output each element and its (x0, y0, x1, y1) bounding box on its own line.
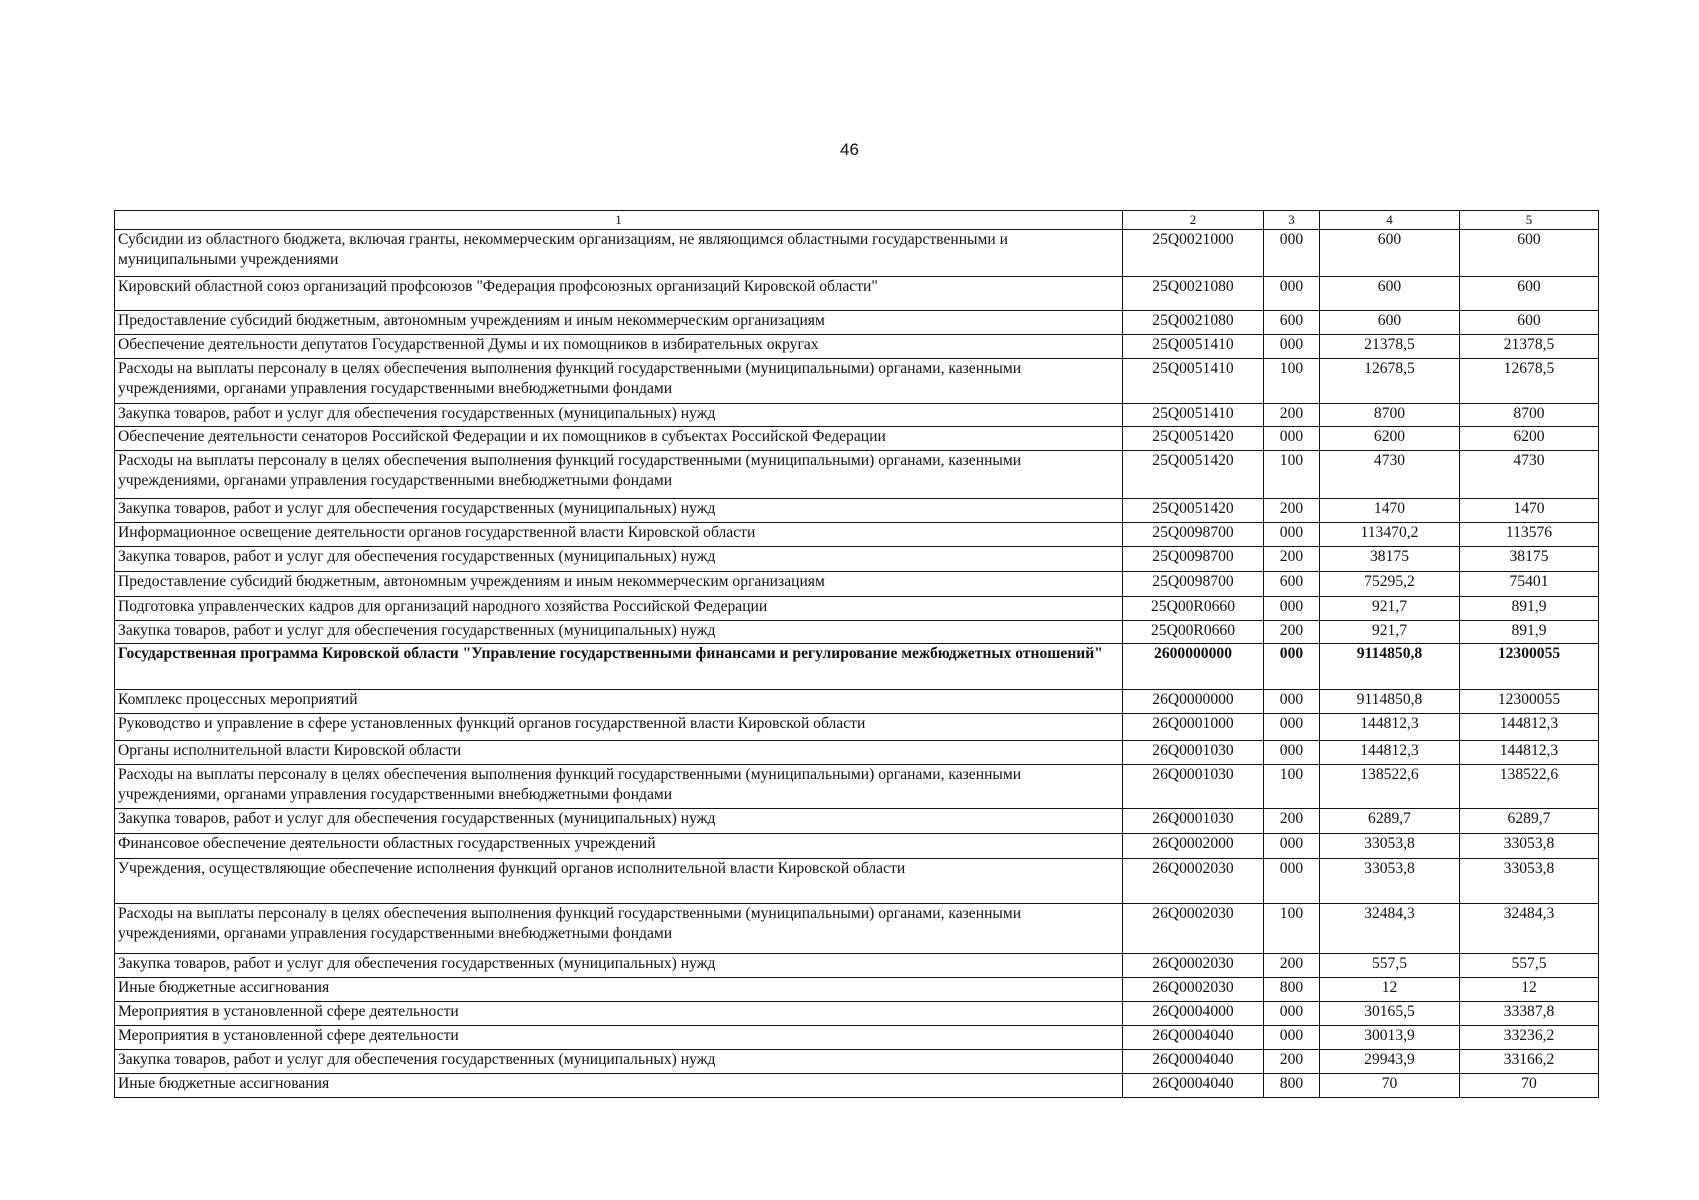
row-value-2-cell: 75401 (1460, 572, 1599, 597)
row-value-1-cell: 144812,3 (1320, 714, 1460, 741)
row-type-cell: 800 (1264, 1074, 1320, 1098)
row-code-cell: 26Q0002000 (1123, 834, 1264, 859)
row-name-cell: Расходы на выплаты персоналу в целях обеспечения выполнения функций государственными (муниципальными) органами, казенными учреждениями, органами управления государственными внебюджетными фондами (115, 451, 1123, 499)
row-value-1-cell: 70 (1320, 1074, 1460, 1098)
row-name-cell: Закупка товаров, работ и услуг для обеспечения государственных (муниципальных) нужд (115, 547, 1123, 572)
row-code-cell: 26Q0004000 (1123, 1002, 1264, 1026)
row-value-1-cell: 6200 (1320, 427, 1460, 451)
row-type-cell: 000 (1264, 277, 1320, 311)
row-value-2-cell: 32484,3 (1460, 904, 1599, 954)
row-value-1-cell: 32484,3 (1320, 904, 1460, 954)
table-row (115, 597, 1599, 621)
table-row (115, 230, 1599, 277)
row-value-1-cell: 600 (1320, 230, 1460, 277)
row-value-2-cell: 600 (1460, 230, 1599, 277)
row-code-cell: 25Q0051420 (1123, 427, 1264, 451)
row-code-cell: 26Q0001030 (1123, 741, 1264, 765)
row-code-cell: 25Q0051410 (1123, 359, 1264, 404)
row-value-2-cell: 33236,2 (1460, 1026, 1599, 1050)
table-row (115, 765, 1599, 809)
row-value-1-cell: 29943,9 (1320, 1050, 1460, 1074)
row-type-cell: 200 (1264, 1050, 1320, 1074)
header-col-5: 5 (1460, 211, 1599, 230)
table-row (115, 859, 1599, 904)
row-value-1-cell: 600 (1320, 311, 1460, 335)
row-code-cell: 25Q0051410 (1123, 335, 1264, 359)
row-value-2-cell: 38175 (1460, 547, 1599, 572)
table-row (115, 277, 1599, 311)
row-value-1-cell: 12 (1320, 978, 1460, 1002)
row-code-cell: 26Q0001030 (1123, 765, 1264, 809)
table-body (115, 230, 1599, 1098)
row-value-2-cell: 12300055 (1460, 690, 1599, 714)
table-row (115, 1026, 1599, 1050)
row-code-cell: 26Q0001030 (1123, 809, 1264, 834)
row-type-cell: 100 (1264, 765, 1320, 809)
row-type-cell: 200 (1264, 547, 1320, 572)
row-name-cell: Закупка товаров, работ и услуг для обеспечения государственных (муниципальных) нужд (115, 404, 1123, 427)
table-row (115, 1074, 1599, 1098)
row-code-cell: 25Q0098700 (1123, 547, 1264, 572)
row-code-cell: 25Q0021080 (1123, 311, 1264, 335)
table-row (115, 644, 1599, 690)
row-name-cell: Закупка товаров, работ и услуг для обеспечения государственных (муниципальных) нужд (115, 1050, 1123, 1074)
row-value-1-cell: 138522,6 (1320, 765, 1460, 809)
row-value-2-cell: 138522,6 (1460, 765, 1599, 809)
row-type-cell: 600 (1264, 311, 1320, 335)
header-col-2: 2 (1123, 211, 1264, 230)
table-row (115, 404, 1599, 427)
table-row (115, 690, 1599, 714)
row-name-cell: Расходы на выплаты персоналу в целях обеспечения выполнения функций государственными (муниципальными) органами, казенными учреждениями, органами управления государственными внебюджетными фондами (115, 765, 1123, 809)
table-row (115, 427, 1599, 451)
row-value-2-cell: 8700 (1460, 404, 1599, 427)
row-value-2-cell: 12678,5 (1460, 359, 1599, 404)
row-code-cell: 26Q0002030 (1123, 978, 1264, 1002)
row-code-cell: 25Q0051420 (1123, 451, 1264, 499)
row-value-1-cell: 75295,2 (1320, 572, 1460, 597)
table-row (115, 621, 1599, 644)
row-value-2-cell: 891,9 (1460, 621, 1599, 644)
row-value-2-cell: 600 (1460, 277, 1599, 311)
row-value-1-cell: 30013,9 (1320, 1026, 1460, 1050)
row-code-cell: 25Q00R0660 (1123, 621, 1264, 644)
row-value-2-cell: 891,9 (1460, 597, 1599, 621)
row-value-1-cell: 557,5 (1320, 954, 1460, 978)
row-type-cell: 000 (1264, 523, 1320, 547)
row-value-2-cell: 70 (1460, 1074, 1599, 1098)
row-value-1-cell: 113470,2 (1320, 523, 1460, 547)
table-row (115, 451, 1599, 499)
row-type-cell: 200 (1264, 404, 1320, 427)
table-row (115, 311, 1599, 335)
row-type-cell: 000 (1264, 1002, 1320, 1026)
row-name-cell: Предоставление субсидий бюджетным, автономным учреждениям и иным некоммерческим организациям (115, 311, 1123, 335)
row-name-cell: Предоставление субсидий бюджетным, автономным учреждениям и иным некоммерческим организациям (115, 572, 1123, 597)
row-value-1-cell: 4730 (1320, 451, 1460, 499)
row-type-cell: 200 (1264, 621, 1320, 644)
row-type-cell: 000 (1264, 230, 1320, 277)
row-type-cell: 100 (1264, 904, 1320, 954)
row-type-cell: 000 (1264, 741, 1320, 765)
row-code-cell: 26Q0004040 (1123, 1050, 1264, 1074)
row-name-cell: Комплекс процессных мероприятий (115, 690, 1123, 714)
row-name-cell: Подготовка управленческих кадров для организаций народного хозяйства Российской Федерации (115, 597, 1123, 621)
row-value-1-cell: 30165,5 (1320, 1002, 1460, 1026)
row-value-2-cell: 33387,8 (1460, 1002, 1599, 1026)
row-value-1-cell: 8700 (1320, 404, 1460, 427)
row-name-cell: Субсидии из областного бюджета, включая гранты, некоммерческим организациям, не являющимся областными государственными и муниципальными учреждениями (115, 230, 1123, 277)
table-row (115, 904, 1599, 954)
row-name-cell: Расходы на выплаты персоналу в целях обеспечения выполнения функций государственными (муниципальными) органами, казенными учреждениями, органами управления государственными внебюджетными фондами (115, 904, 1123, 954)
row-name-cell: Закупка товаров, работ и услуг для обеспечения государственных (муниципальных) нужд (115, 954, 1123, 978)
row-value-2-cell: 33166,2 (1460, 1050, 1599, 1074)
row-value-1-cell: 33053,8 (1320, 859, 1460, 904)
row-type-cell: 000 (1264, 690, 1320, 714)
row-type-cell: 800 (1264, 978, 1320, 1002)
table-row (115, 335, 1599, 359)
header-row (115, 211, 1599, 230)
row-type-cell: 000 (1264, 1026, 1320, 1050)
row-type-cell: 000 (1264, 714, 1320, 741)
row-value-2-cell: 4730 (1460, 451, 1599, 499)
row-code-cell: 25Q0051420 (1123, 499, 1264, 523)
row-name-cell: Иные бюджетные ассигнования (115, 978, 1123, 1002)
row-value-1-cell: 1470 (1320, 499, 1460, 523)
table-row (115, 1050, 1599, 1074)
row-type-cell: 100 (1264, 359, 1320, 404)
row-type-cell: 600 (1264, 572, 1320, 597)
row-type-cell: 000 (1264, 597, 1320, 621)
row-value-2-cell: 12300055 (1460, 644, 1599, 690)
row-name-cell: Учреждения, осуществляющие обеспечение исполнения функций органов исполнительной власти Кировской области (115, 859, 1123, 904)
row-value-1-cell: 33053,8 (1320, 834, 1460, 859)
table-row (115, 1002, 1599, 1026)
row-value-1-cell: 38175 (1320, 547, 1460, 572)
row-value-1-cell: 12678,5 (1320, 359, 1460, 404)
table-row (115, 714, 1599, 741)
row-code-cell: 26Q0001000 (1123, 714, 1264, 741)
row-type-cell: 000 (1264, 644, 1320, 690)
row-value-1-cell: 921,7 (1320, 621, 1460, 644)
row-type-cell: 000 (1264, 427, 1320, 451)
table-row (115, 741, 1599, 765)
row-name-cell: Закупка товаров, работ и услуг для обеспечения государственных (муниципальных) нужд (115, 809, 1123, 834)
table-row (115, 572, 1599, 597)
row-name-cell: Мероприятия в установленной сфере деятельности (115, 1026, 1123, 1050)
page-number: 46 (840, 140, 859, 159)
table-row (115, 834, 1599, 859)
row-name-cell: Закупка товаров, работ и услуг для обеспечения государственных (муниципальных) нужд (115, 499, 1123, 523)
row-type-cell: 200 (1264, 809, 1320, 834)
row-value-2-cell: 6200 (1460, 427, 1599, 451)
row-code-cell: 25Q0051410 (1123, 404, 1264, 427)
row-name-cell: Обеспечение деятельности депутатов Государственной Думы и их помощников в избирательных округах (115, 335, 1123, 359)
row-code-cell: 26Q0004040 (1123, 1026, 1264, 1050)
row-code-cell: 25Q0021000 (1123, 230, 1264, 277)
row-value-1-cell: 600 (1320, 277, 1460, 311)
row-value-1-cell: 6289,7 (1320, 809, 1460, 834)
row-name-cell: Государственная программа Кировской области "Управление государственными финансами и регулирование межбюджетных отношений" (115, 644, 1123, 690)
row-value-1-cell: 921,7 (1320, 597, 1460, 621)
row-value-2-cell: 600 (1460, 311, 1599, 335)
table-row (115, 523, 1599, 547)
row-name-cell: Иные бюджетные ассигнования (115, 1074, 1123, 1098)
header-col-1: 1 (115, 211, 1123, 230)
row-name-cell: Кировский областной союз организаций профсоюзов "Федерация профсоюзных организаций Кировской области" (115, 277, 1123, 311)
table-row (115, 954, 1599, 978)
row-value-2-cell: 144812,3 (1460, 714, 1599, 741)
row-value-2-cell: 21378,5 (1460, 335, 1599, 359)
table-row (115, 359, 1599, 404)
row-type-cell: 000 (1264, 859, 1320, 904)
row-code-cell: 2600000000 (1123, 644, 1264, 690)
row-code-cell: 26Q0004040 (1123, 1074, 1264, 1098)
row-code-cell: 25Q0098700 (1123, 572, 1264, 597)
table-row (115, 978, 1599, 1002)
row-name-cell: Информационное освещение деятельности органов государственной власти Кировской области (115, 523, 1123, 547)
row-value-2-cell: 557,5 (1460, 954, 1599, 978)
row-code-cell: 26Q0000000 (1123, 690, 1264, 714)
row-code-cell: 25Q00R0660 (1123, 597, 1264, 621)
table-row (115, 547, 1599, 572)
row-name-cell: Органы исполнительной власти Кировской области (115, 741, 1123, 765)
row-value-1-cell: 9114850,8 (1320, 690, 1460, 714)
table-row (115, 499, 1599, 523)
table-row (115, 809, 1599, 834)
row-type-cell: 200 (1264, 954, 1320, 978)
row-name-cell: Обеспечение деятельности сенаторов Российской Федерации и их помощников в субъектах Российской Федерации (115, 427, 1123, 451)
header-col-3: 3 (1264, 211, 1320, 230)
row-name-cell: Мероприятия в установленной сфере деятельности (115, 1002, 1123, 1026)
row-value-2-cell: 1470 (1460, 499, 1599, 523)
row-name-cell: Руководство и управление в сфере установленных функций органов государственной власти Кировской области (115, 714, 1123, 741)
row-name-cell: Закупка товаров, работ и услуг для обеспечения государственных (муниципальных) нужд (115, 621, 1123, 644)
row-type-cell: 200 (1264, 499, 1320, 523)
row-name-cell: Финансовое обеспечение деятельности областных государственных учреждений (115, 834, 1123, 859)
row-value-2-cell: 113576 (1460, 523, 1599, 547)
row-value-1-cell: 9114850,8 (1320, 644, 1460, 690)
row-type-cell: 000 (1264, 834, 1320, 859)
row-code-cell: 26Q0002030 (1123, 904, 1264, 954)
row-value-1-cell: 21378,5 (1320, 335, 1460, 359)
row-value-1-cell: 144812,3 (1320, 741, 1460, 765)
row-code-cell: 26Q0002030 (1123, 954, 1264, 978)
row-value-2-cell: 12 (1460, 978, 1599, 1002)
row-code-cell: 26Q0002030 (1123, 859, 1264, 904)
row-value-2-cell: 33053,8 (1460, 859, 1599, 904)
row-code-cell: 25Q0098700 (1123, 523, 1264, 547)
row-value-2-cell: 144812,3 (1460, 741, 1599, 765)
header-col-4: 4 (1320, 211, 1460, 230)
row-value-2-cell: 6289,7 (1460, 809, 1599, 834)
row-code-cell: 25Q0021080 (1123, 277, 1264, 311)
row-type-cell: 100 (1264, 451, 1320, 499)
row-name-cell: Расходы на выплаты персоналу в целях обеспечения выполнения функций государственными (муниципальными) органами, казенными учреждениями, органами управления государственными внебюджетными фондами (115, 359, 1123, 404)
row-value-2-cell: 33053,8 (1460, 834, 1599, 859)
row-type-cell: 000 (1264, 335, 1320, 359)
budget-table (114, 210, 1599, 1098)
